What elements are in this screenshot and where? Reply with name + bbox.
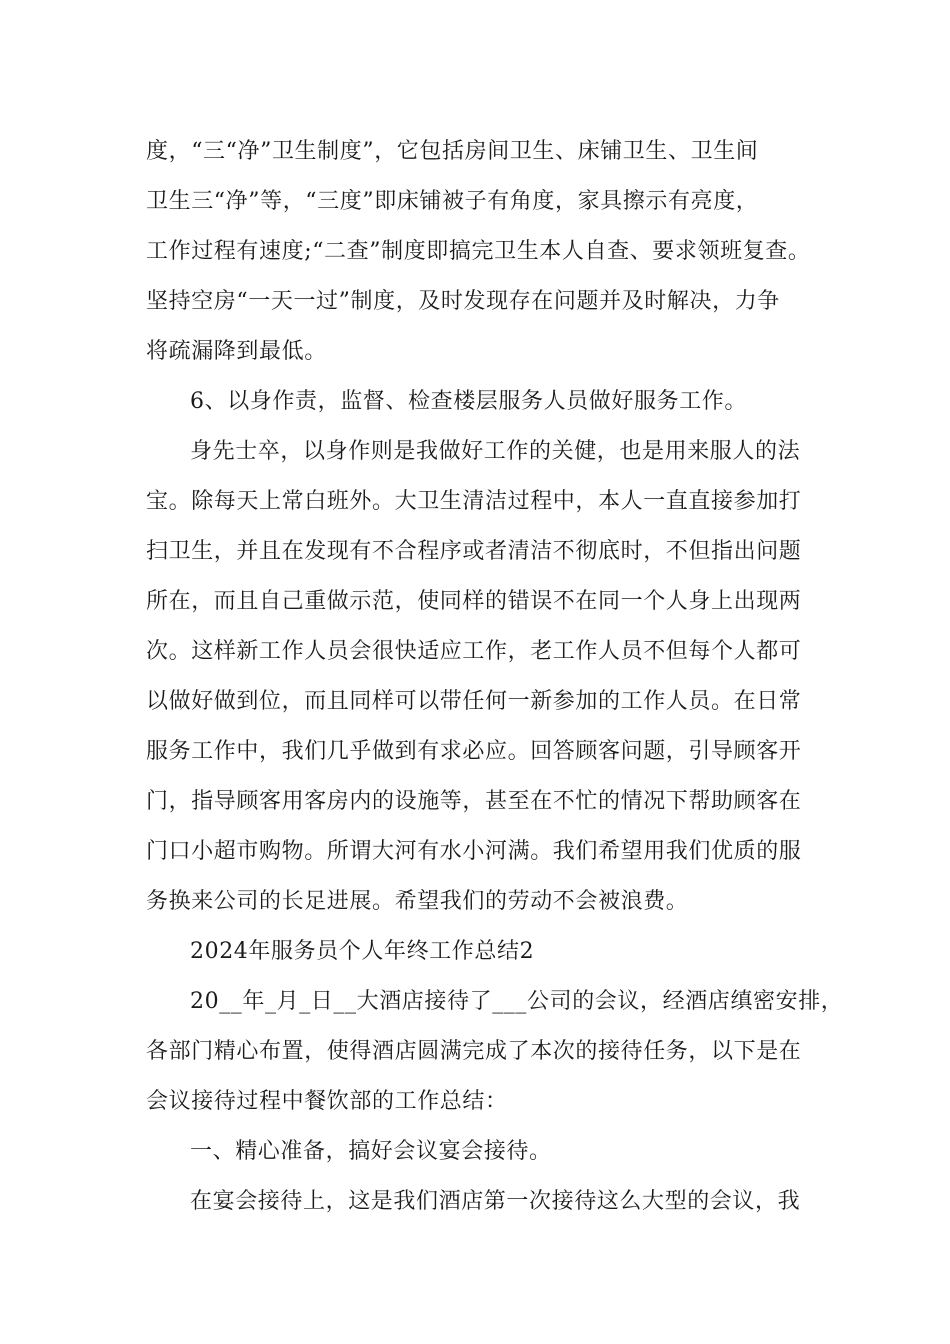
text-line-20: 会议接待过程中餐饮部的工作总结： (146, 1089, 508, 1114)
text-line-12: 以做好做到位，而且同样可以带任何一新参加的工作人员。在日常 (146, 689, 802, 714)
text-line-1: 度，“三“净”卫生制度”，它包括房间卫生、床铺卫生、卫生间 (146, 139, 759, 164)
text-line-16: 务换来公司的长足进展。希望我们的劳动不会被浪费。 (146, 889, 689, 914)
text-line-9: 扫卫生，并且在发现有不合程序或者清洁不彻底时，不但指出问题 (146, 539, 802, 564)
text-line-19: 各部门精心布置，使得酒店圆满完成了本次的接待任务，以下是在 (146, 1039, 802, 1064)
section-heading-1: 一、精心准备，搞好会议宴会接待。 (190, 1139, 552, 1164)
text-line-14: 门，指导顾客用客房内的设施等，甚至在不忙的情况下帮助顾客在 (146, 789, 802, 814)
text-line-8: 宝。除每天上常白班外。大卫生清洁过程中，本人一直直接参加打 (146, 489, 802, 514)
text-line-10: 所在，而且自己重做示范，使同样的错误不在同一个人身上出现两 (146, 589, 802, 614)
text-line-7: 身先士卒，以身作则是我做好工作的关健，也是用来服人的法 (190, 439, 801, 464)
text-line-18: 20__年_月_日__大酒店接待了___公司的会议，经酒店缜密安排， (190, 989, 844, 1014)
text-line-13: 服务工作中，我们几乎做到有求必应。回答顾客问题，引导顾客开 (146, 739, 802, 764)
text-line-11: 次。这样新工作人员会很快适应工作，老工作人员不但每个人都可 (146, 639, 802, 664)
text-line-4: 坚持空房“一天一过”制度，及时发现存在问题并及时解决，力争 (146, 289, 780, 314)
text-line-15: 门口小超市购物。所谓大河有水小河满。我们希望用我们优质的服 (146, 839, 802, 864)
text-line-22: 在宴会接待上，这是我们酒店第一次接待这么大型的会议，我 (190, 1189, 801, 1214)
text-line-5: 将疏漏降到最低。 (146, 339, 327, 364)
text-line-3: 工作过程有速度;“二查”制度即搞完卫生本人自查、要求领班复查。 (146, 239, 811, 264)
section-heading-6: 6、以身作责，监督、检查楼层服务人员做好服务工作。 (190, 389, 747, 414)
document-subtitle: 2024年服务员个人年终工作总结2 (190, 939, 535, 964)
text-line-2: 卫生三“净”等，“三度”即床铺被子有角度，家具擦示有亮度， (146, 189, 759, 214)
